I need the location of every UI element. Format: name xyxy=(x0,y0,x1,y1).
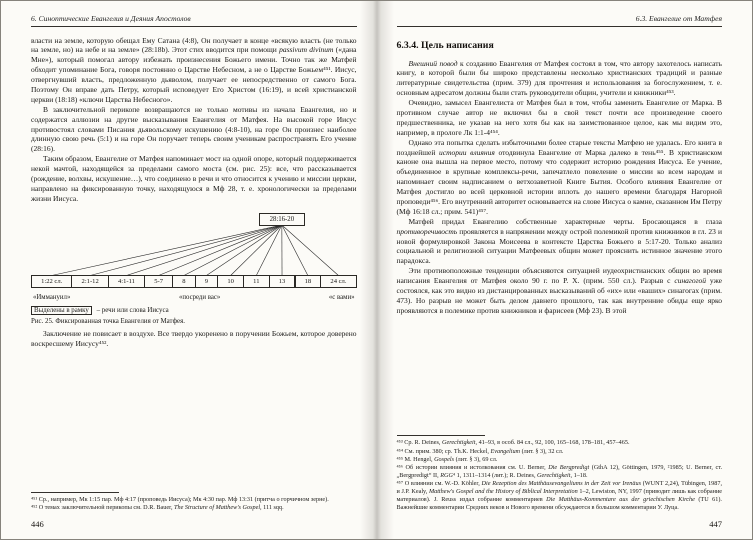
figure-legend xyxy=(31,306,357,315)
figure-cell: 11 xyxy=(243,275,269,288)
paragraph: Внешний повод к созданию Евангелия от Матфея состоял в том, что автору захотелось написать книгу, в которой были бы широко представлены несколько христианских традиций и разные литературные свидетельства (прим. 379) для прочтения и использования за богослужением, т. е. основным адресатом должны были стать руководители общин, учители и книжники⁴⁵³. xyxy=(396,58,722,98)
figure-cell: 10 xyxy=(217,275,244,288)
right-header-text: 6.3. Евангелие от Матфея xyxy=(635,14,722,23)
figure-cell: 9 xyxy=(195,275,218,288)
figure-anchor-box: 28:16-20 xyxy=(259,213,305,226)
figure-label-in-your-midst: «посреди вас» xyxy=(178,293,221,301)
left-page-number: 446 xyxy=(31,519,44,529)
figure-cell: 18 xyxy=(295,275,322,288)
figure-cell: 5-7 xyxy=(144,275,173,288)
left-header-text: 6. Синоптические Евангелия и Деяния Апостолов xyxy=(31,14,191,23)
figure-legend-sample-box: Выделены в рамку xyxy=(31,306,92,315)
figure-cell: 8 xyxy=(172,275,195,288)
paragraph: В заключительной перикопе возвращаются не только мотивы из начала Евангелия, но и содержатся аллюзии на другие высказывания Евангелия от Матфея. На высокой горе Иисус противостоял словами Писания дьявольскому искушению (4:8-10), на горе Он произнес наиболее длинную свою речь (5:1) и на горе Он поручает теперь своим ученикам распространять Его учение (28:16). xyxy=(31,104,357,154)
footnote-457: ⁴⁵⁷ О влиянии см. W.-D. Köhler, Die Rezeption des Matthäusevangeliums in der Zeit vor Irenäus (WUNT 2,24), Tübingen, 1987, и J.P. Kealy, Matthew's Gospel and the History of Biblical Interpretation 1–2, Lewiston, NY, 1997 (приводит лишь как собрание материалов). J. Reuss издал собрание комментариев Die Matthäus-Kommentare aus der griechischen Kirche (TU 61). Важнейшие комментарии Средних веков и Нового времени обсуждаются в большом комментарии У. Луца. xyxy=(396,479,723,511)
figure-cell: 13 xyxy=(269,275,296,288)
figure-cell: 2:1-12 xyxy=(71,275,108,288)
footnote-451: ⁴⁵¹ Ср., например, Мк 1:15 пар. Мф 4:17 (проповедь Иисуса); Мк 4:30 пар. Мф 13:31 (притча о горчичном зерне). xyxy=(31,495,329,503)
figure-cell: 1:22 сл. xyxy=(31,275,72,288)
figure-label-with-you: «с вами» xyxy=(328,293,355,301)
paragraph: Таким образом, Евангелие от Матфея напоминает мост на одной опоре, который поддерживается некой мачтой, находящейся за пределами самого моста (см. рис. 25): все, что рассказывается (рождение, волхвы, искушение…), что соединено в речи и что относится к учению и миссии церкви, направлено на фиксированную точку, находящуюся в Мф 28, т. е. хронологически за пределами жизни Иисуса. xyxy=(31,154,357,203)
paragraph: Матфей придал Евангелию собственные характерные черты. Бросающаяся в глаза противоречивость проявляется в напряжении между острой полемикой против книжников в гл. 23 и новой формулировкой Закона Моисеева в контексте Царства Божьего в 5:17-20. Только анализ социальной и религиозной ситуации Матфеевых общин может прояснить истинное значение этого парадокса. xyxy=(396,216,722,266)
right-body xyxy=(397,36,723,316)
right-running-header xyxy=(397,14,723,27)
paragraph: Заключение не повисает в воздухе. Все твердо укоренено в поручении Божьем, которое доверено воскресшему Иисусу⁴⁵². xyxy=(31,328,357,348)
left-running-header xyxy=(31,14,357,27)
footnote-456: ⁴⁵⁶ Об истории влияния и истолкования см. U. Berner, Die Bergpredigt (GthA 12), Göttingen, 1979, ²1985; U. Berner, ст. „Bergpredigt“ II, RGG⁴ 1, 1311–1314 (лит.); R. Deines, Gerechtigkeit, 1–18. xyxy=(396,463,723,479)
page-left xyxy=(1,1,377,539)
footnote-452: ⁴⁵² О темах заключительной перикопы см. D.R. Bauer, The Structure of Matthew's Gospel, 111 sqq. xyxy=(31,503,284,511)
figure-25 xyxy=(31,213,357,325)
figure-label-immanuel: «Иммануил» xyxy=(33,293,71,301)
footnote-separator xyxy=(397,435,485,436)
paragraph-continuation: власти на земле, которую обещал Ему Сатана (4:8), Он получает в конце «всякую власть (не только на земле, но) на небе и на земле» (28:18b). Этот стих вводится при помощи passivum divinum («дана Мне»), который помогал автору избежать произнесения Божьего имени. Точно так же Матфей обходит упоминание Бога, говоря постоянно о Царстве Небесном, а не о Царстве Божьем⁴⁵¹. Иисус, отвергнувший власть, предложенную дьяволом, получает ее непосредственно от самого Бога. Поэтому Он вправе дать Петру, который исповедует Его Христом (16:19), и всей христианской церкви (18:18) «ключи Царства Небесного». xyxy=(31,35,357,104)
footnote-separator xyxy=(31,492,119,493)
footnote-454: ⁴⁵⁴ См. прим. 380; ср. Th.K. Heckel, Evangelium (лит. § 3), 32 сл. xyxy=(396,447,564,455)
footnote-455: ⁴⁵⁵ M. Hengel, Gospels (лит. § 3), 69 сл. xyxy=(396,455,498,463)
paragraph: Однако эта попытка сделать избыточными более старые тексты Матфею не удалась. Его книга в позднейшей истории влияния отодвинула Евангелие от Марка далеко в тень⁴⁵⁵. В христианском каноне она вышла на первое место, потому что содержит историю рождения Иисуса. Ее учение, объединенное в крупные комплексы-речи, запечатлело повеление о миссии ко всем народам и напоминает своим надписанием о ветхозаветной Книге Бытия. Особого влияния Евангелие от Матфея достигло во всей церковной истории вплоть до нашего времени благодаря Нагорной проповеди⁴⁵⁶. Его внутренний авторитет основывается на слове Иисуса о камне, сказанном Им Петру (Мф 16:18 сл.; прим. 541)⁴⁵⁷. xyxy=(396,137,722,216)
left-body xyxy=(31,36,357,349)
paragraph: Очевидно, замысел Евангелиста от Матфея был в том, чтобы заменить Евангелие от Марка. В противном случае автор не включил бы в свой текст почти все произведение своего предшественника, не указав на него хотя бы как на заимствованное целое, как мы видим это, например, в прологе Лк 1:1-4⁴⁵⁴. xyxy=(396,98,722,137)
figure-cell: 4:1-11 xyxy=(108,275,145,288)
figure-legend-text: – речи или слова Иисуса xyxy=(94,306,169,314)
section-heading: 6.3.4. Цель написания xyxy=(396,39,494,51)
paragraph: Эти противоположные тенденции объясняются ситуацией иудеохристианских общин во время написания Евангелия от Матфея около 90 г. по Р. Х. (прим. 550 сл.). Разрыв с синагогой уже состоялся, как это видно из дистанцированных высказываний об «их» или «ваших» синагогах (прим. 473). Но разрыв не может быть делом давнего прошлого, так как внутренние обиды еще ярко проявляются в полемике против книжников и фарисеев (Мф 23). В этой xyxy=(396,266,722,315)
left-footnotes xyxy=(31,486,357,512)
footnote-453: ⁴⁵³ Ср. R. Deines, Gerechtigkeit, 41–93, в особ. 84 сл., 92, 100, 165–168, 178–181, 457–465. xyxy=(396,439,630,447)
right-page-number: 447 xyxy=(709,519,722,529)
right-footnotes xyxy=(397,429,723,512)
figure-cell: 24 сл. xyxy=(320,275,356,288)
figure-diagram xyxy=(31,213,357,301)
page-right xyxy=(377,1,753,539)
figure-strip xyxy=(31,275,357,288)
figure-caption: Рис. 25. Фиксированная точка Евангелия от Матфея. xyxy=(31,317,185,325)
